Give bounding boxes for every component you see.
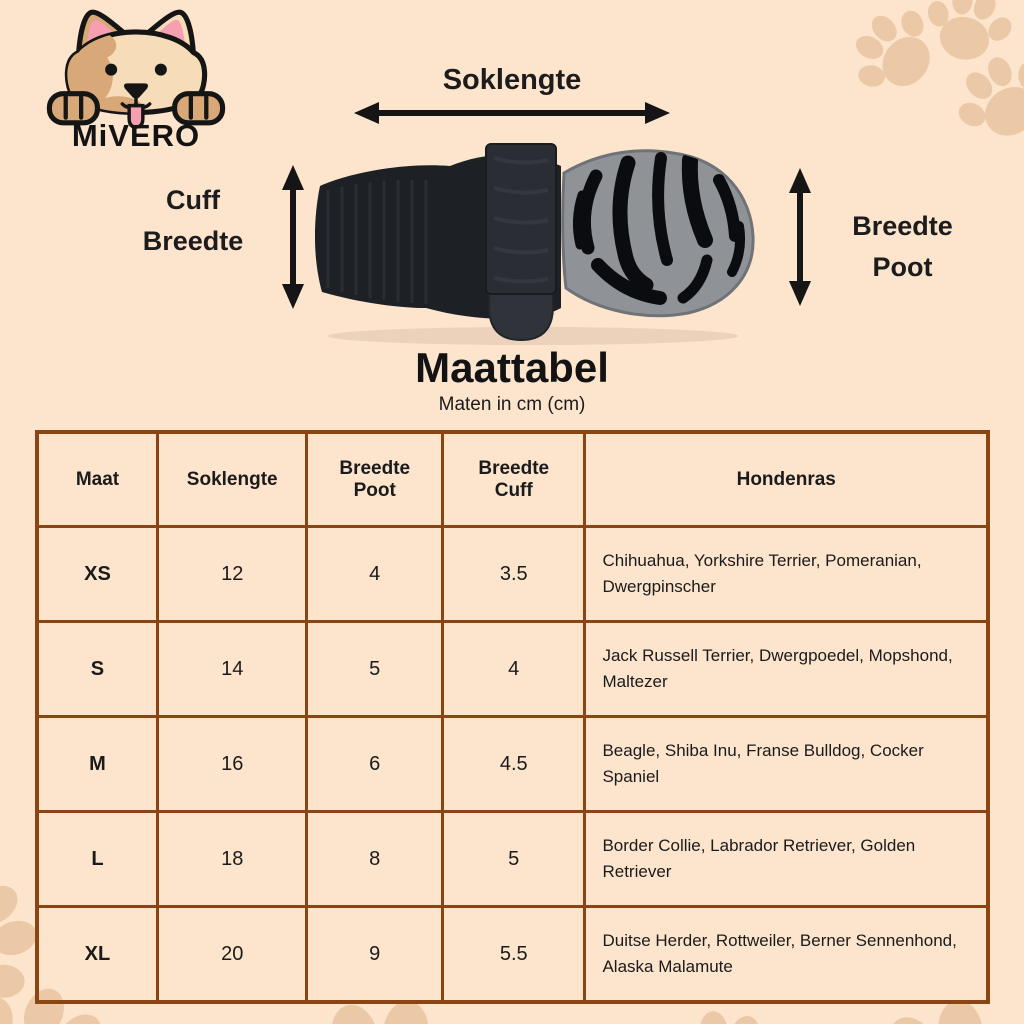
breedte-poot-arrow-icon: [787, 166, 813, 308]
cell-breedte-poot: 4: [307, 527, 443, 622]
page-title: Maattabel: [415, 344, 609, 391]
cell-hondenras: Chihuahua, Yorkshire Terrier, Pomeranian, Dwergpinscher: [585, 527, 988, 622]
cell-soklengte: 20: [157, 907, 307, 1003]
header-breedte-poot: Breedte Poot: [307, 432, 443, 527]
header-breedte-cuff: Breedte Cuff: [443, 432, 585, 527]
size-table: [35, 430, 990, 1004]
header-hondenras: Hondenras: [585, 432, 988, 527]
cell-maat: XS: [37, 527, 157, 622]
soklengte-label: Soklengte: [442, 64, 582, 96]
cuff-breedte-arrow-icon: [280, 163, 306, 311]
cell-hondenras: Duitse Herder, Rottweiler, Berner Sennenhond, Alaska Malamute: [585, 907, 988, 1003]
cell-breedte-cuff: 4: [443, 622, 585, 717]
cell-hondenras: Beagle, Shiba Inu, Franse Bulldog, Cocker Spaniel: [585, 717, 988, 812]
cell-soklengte: 12: [157, 527, 307, 622]
breedte-poot-label: [820, 206, 985, 288]
breedte-poot-label-line1: Breedte: [852, 211, 953, 241]
dog-sock-product-image: [298, 138, 763, 350]
brand-name: MiVERO: [71, 118, 201, 153]
cell-maat: S: [37, 622, 157, 717]
table-row-s: [37, 622, 988, 717]
cell-hondenras: Jack Russell Terrier, Dwergpoedel, Mopshond, Maltezer: [585, 622, 988, 717]
header-maat: Maat: [37, 432, 157, 527]
cell-breedte-cuff: 5.5: [443, 907, 585, 1003]
cell-breedte-poot: 5: [307, 622, 443, 717]
dog-mascot-icon: [46, 6, 226, 135]
cuff-breedte-label-line2: Breedte: [142, 226, 244, 256]
cell-breedte-poot: 8: [307, 812, 443, 907]
soklengte-arrow-icon: [352, 100, 672, 126]
cell-breedte-cuff: 5: [443, 812, 585, 907]
brand-logo: [30, 6, 242, 153]
table-row-xs: [37, 527, 988, 622]
cell-breedte-cuff: 4.5: [443, 717, 585, 812]
cell-breedte-poot: 9: [307, 907, 443, 1003]
table-row-xl: [37, 907, 988, 1003]
cuff-breedte-label-line1: Cuff: [166, 185, 220, 215]
cell-breedte-poot: 6: [307, 717, 443, 812]
breedte-poot-label-line2: Poot: [872, 252, 933, 282]
table-row-m: [37, 717, 988, 812]
table-header-row: [37, 432, 988, 527]
cell-soklengte: 18: [157, 812, 307, 907]
cell-hondenras: Border Collie, Labrador Retriever, Golden Retriever: [585, 812, 988, 907]
table-row-l: [37, 812, 988, 907]
cell-soklengte: 16: [157, 717, 307, 812]
header-soklengte: Soklengte: [157, 432, 307, 527]
cell-maat: L: [37, 812, 157, 907]
cell-maat: M: [37, 717, 157, 812]
cuff-breedte-label: [108, 180, 278, 262]
page-subtitle: Maten in cm (cm): [438, 394, 586, 415]
cell-soklengte: 14: [157, 622, 307, 717]
cell-breedte-cuff: 3.5: [443, 527, 585, 622]
cell-maat: XL: [37, 907, 157, 1003]
